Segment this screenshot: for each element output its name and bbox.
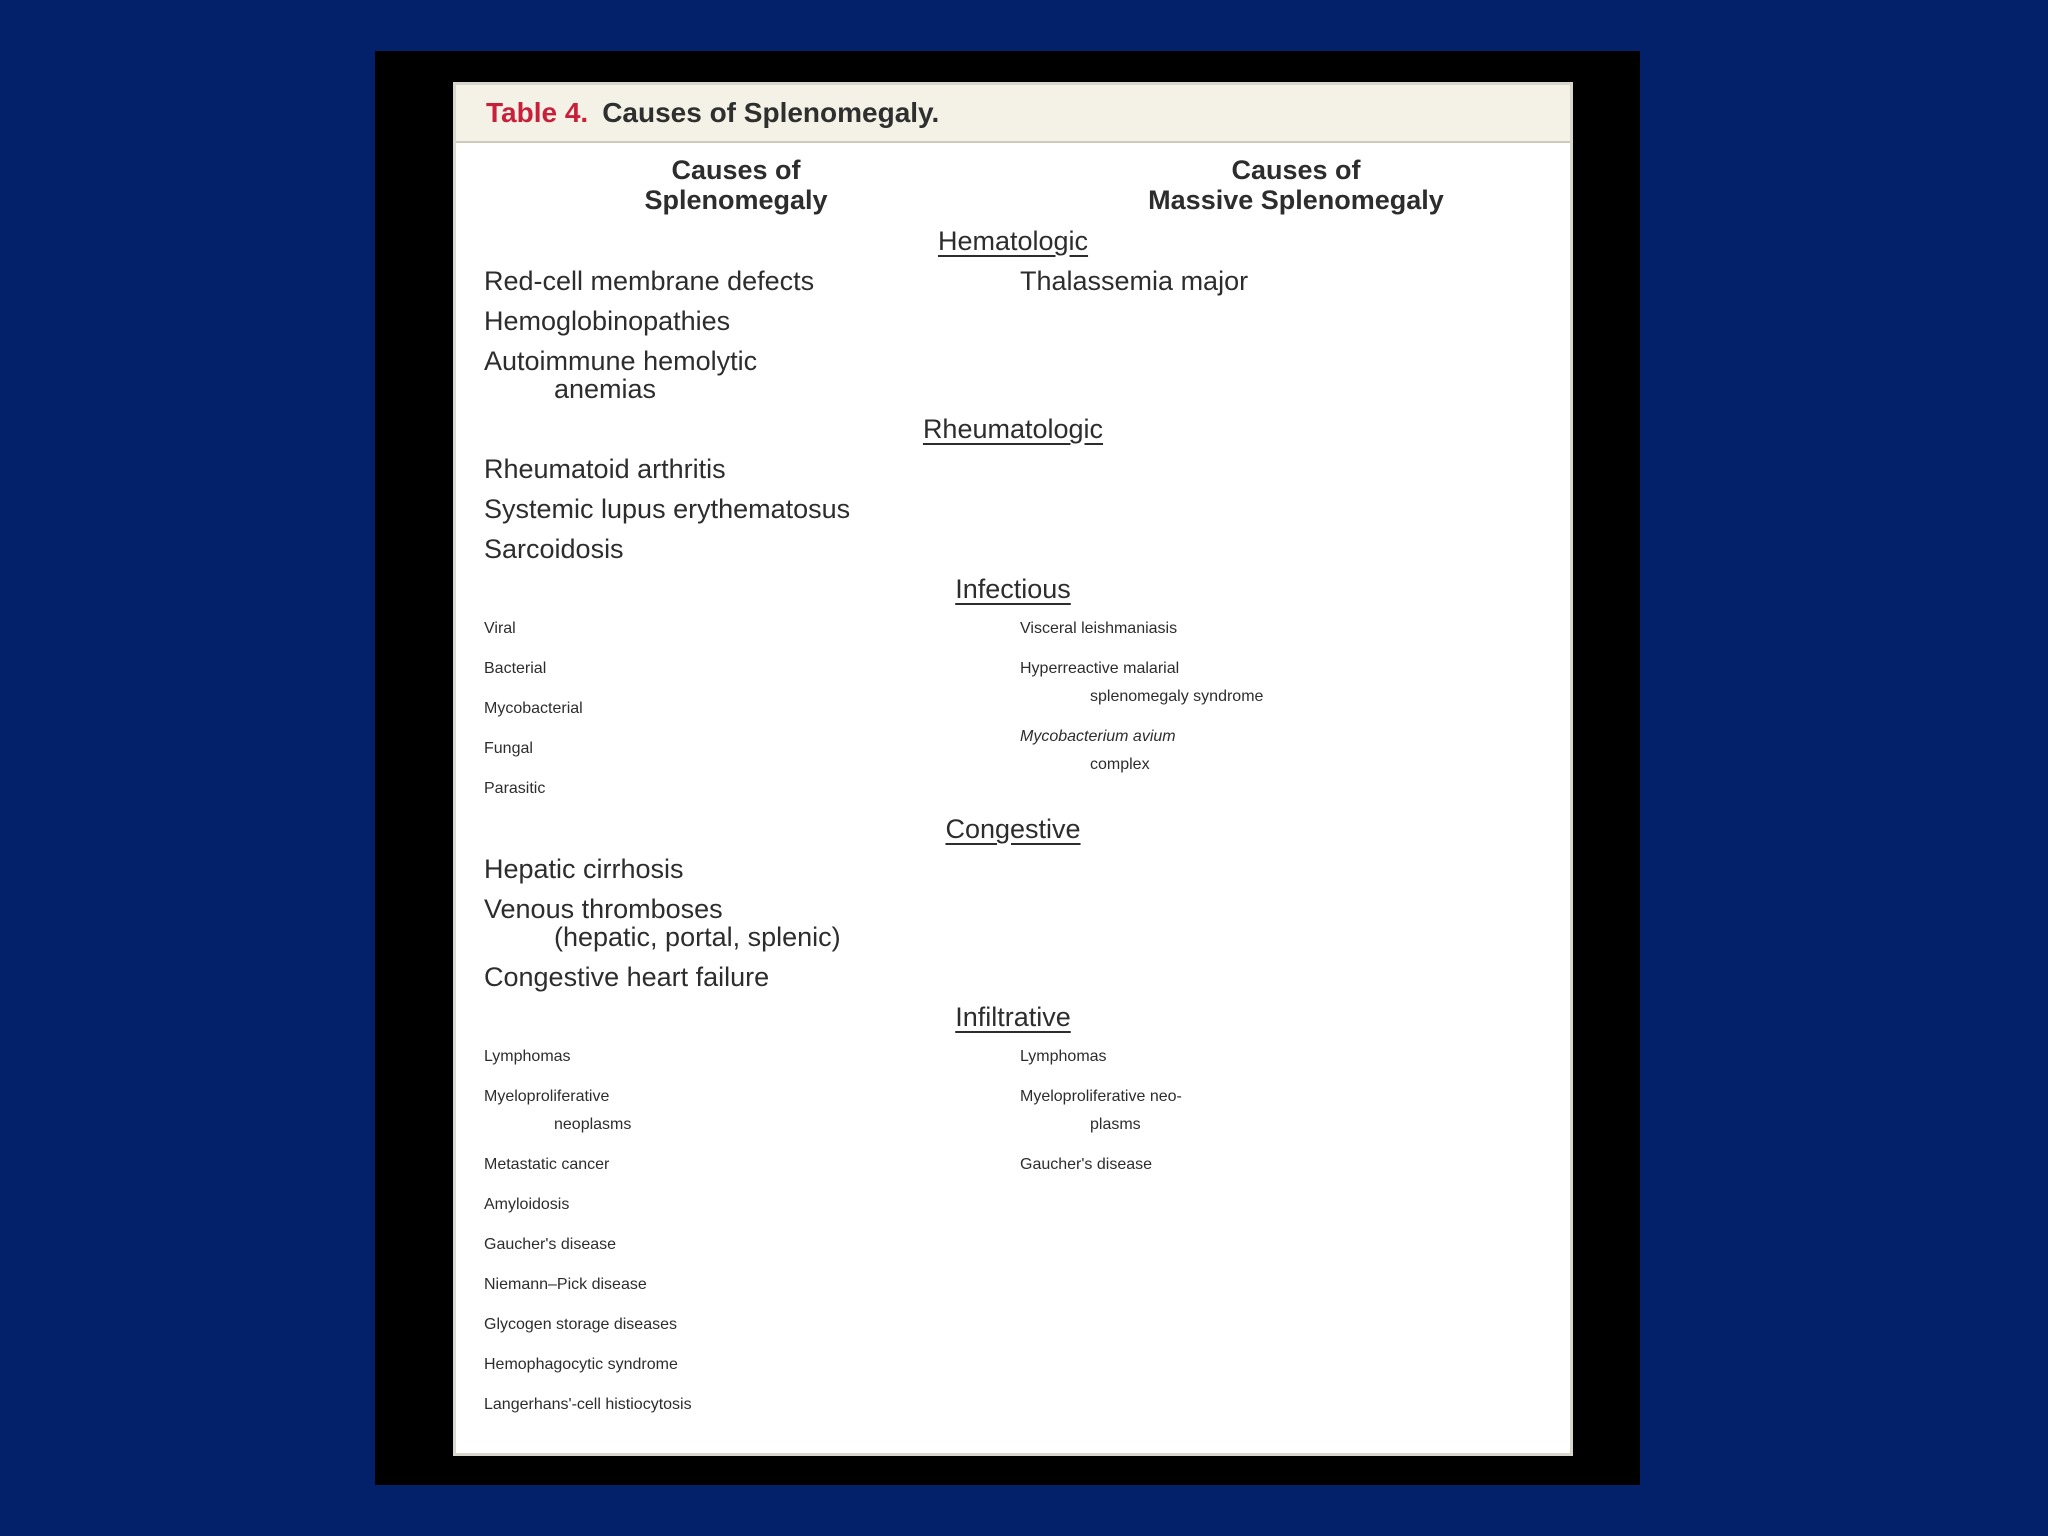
massive-cause-item: Gaucher's disease	[1020, 1156, 1153, 1173]
section-heading: Rheumatologic	[922, 414, 1104, 444]
slide-frame	[375, 51, 1640, 1485]
table-row	[456, 449, 1570, 489]
cause-item: Glycogen storage diseases	[484, 1316, 677, 1333]
section-hematologic	[456, 221, 1570, 409]
section-heading: Congestive	[945, 814, 1081, 844]
table-row	[456, 341, 1570, 409]
table-row	[456, 261, 1570, 301]
section-heading: Infiltrative	[955, 1002, 1071, 1032]
section-heading: Hematologic	[937, 226, 1089, 256]
cause-item: Langerhans'-cell histiocytosis	[484, 1396, 692, 1413]
cause-item: Hepatic cirrhosis	[484, 854, 684, 884]
splenomegaly-table	[453, 82, 1573, 1456]
section-infiltrative	[456, 997, 1570, 1425]
cause-item: Lymphomas	[484, 1048, 571, 1065]
section-infectious	[456, 569, 1570, 809]
column-header-splenomegaly: Causes of Splenomegaly	[644, 155, 828, 215]
cause-item: Red-cell membrane defects	[484, 266, 815, 296]
cause-item: Rheumatoid arthritis	[484, 454, 726, 484]
table-row	[456, 957, 1570, 997]
table-row	[456, 849, 1570, 889]
table-row	[456, 529, 1570, 569]
cause-item: Gaucher's disease	[484, 1236, 617, 1253]
cause-item: Sarcoidosis	[484, 534, 624, 564]
cause-item: Niemann–Pick disease	[484, 1276, 647, 1293]
cause-item: Amyloidosis	[484, 1196, 570, 1213]
massive-cause-item: Mycobacterium avium complex	[1020, 728, 1176, 773]
column-header-massive-splenomegaly: Causes of Massive Splenomegaly	[1148, 155, 1444, 215]
cause-item: Mycobacterial	[484, 700, 583, 717]
massive-cause-item: Lymphomas	[1020, 1048, 1107, 1065]
table-title-bar	[456, 85, 1570, 143]
cause-item: Systemic lupus erythematosus	[484, 494, 851, 524]
massive-cause-item: Hyperreactive malarial splenomegaly syndrome	[1020, 660, 1264, 705]
cause-item: Myeloproliferative neoplasms	[484, 1088, 632, 1133]
cause-item: Parasitic	[484, 780, 546, 797]
massive-cause-item: Myeloproliferative neo- plasms	[1020, 1088, 1182, 1133]
table-title: Causes of Splenomegaly.	[602, 97, 940, 128]
cause-item: Hemophagocytic syndrome	[484, 1356, 678, 1373]
cause-item: Viral	[484, 620, 516, 637]
cause-item: Bacterial	[484, 660, 547, 677]
cause-item: Hemoglobinopathies	[484, 306, 731, 336]
column-headers	[456, 143, 1570, 221]
table-row	[456, 889, 1570, 957]
table-row	[456, 301, 1570, 341]
table-label: Table 4.	[486, 97, 589, 128]
cause-item: Congestive heart failure	[484, 962, 770, 992]
cause-item: Fungal	[484, 740, 533, 757]
table-row	[456, 489, 1570, 529]
cause-item: Venous thromboses (hepatic, portal, splenic)	[484, 894, 841, 952]
section-congestive	[456, 809, 1570, 997]
massive-cause-item: Thalassemia major	[1020, 266, 1249, 296]
massive-cause-item: Visceral leishmaniasis	[1020, 620, 1178, 637]
section-rheumatologic	[456, 409, 1570, 569]
section-heading: Infectious	[955, 574, 1071, 604]
cause-item: Metastatic cancer	[484, 1156, 610, 1173]
cause-item: Autoimmune hemolytic anemias	[484, 346, 758, 404]
